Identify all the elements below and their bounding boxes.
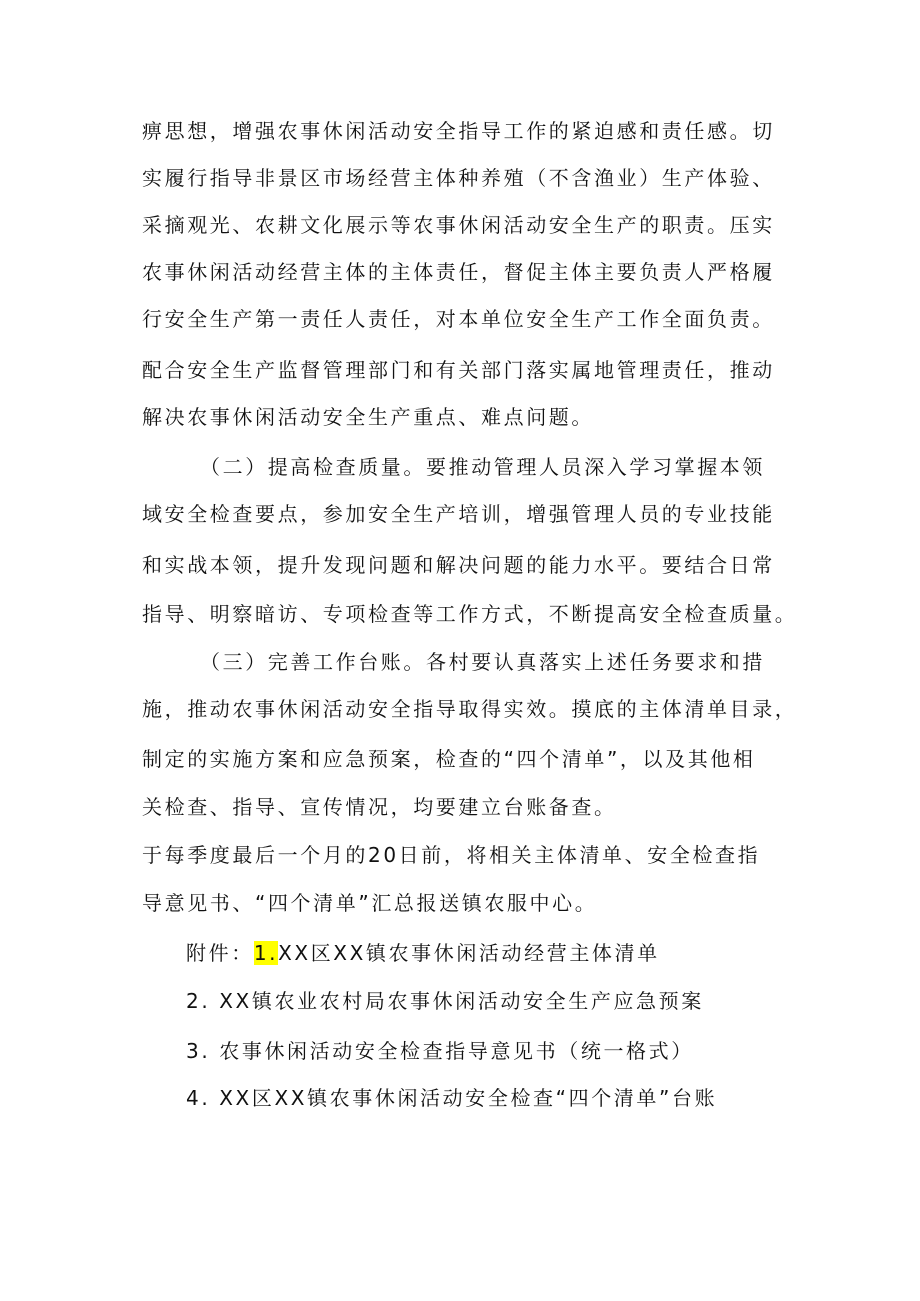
paragraph-3-line-1: （三）完善工作台账。各村要认真落实上述任务要求和措 <box>200 650 765 674</box>
paragraph-4-line-2: 导意见书、“四个清单”汇总报送镇农服中心。 <box>142 891 598 915</box>
paragraph-1-line-1: 痹思想，增强农事休闲活动安全指导工作的紧迫感和责任感。切 <box>142 119 775 143</box>
attachment-1 <box>186 938 660 968</box>
paragraph-1-line-4: 农事休闲活动经营主体的主体责任，督促主体主要负责人严格履 <box>142 260 775 284</box>
paragraph-2-line-4: 指导、明察暗访、专项检查等工作方式，不断提高安全检查质量。 <box>142 602 798 626</box>
attachment-prefix: 附件： <box>186 941 254 965</box>
paragraph-1-line-3: 采摘观光、农耕文化展示等农事休闲活动安全生产的职责。压实 <box>142 213 775 237</box>
paragraph-4-line-1: 于每季度最后一个月的20日前，将相关主体清单、安全检查指 <box>142 843 761 867</box>
paragraph-1-line-6: 配合安全生产监督管理部门和有关部门落实属地管理责任，推动 <box>142 358 775 382</box>
attachment-3: 3. 农事休闲活动安全检查指导意见书（统一格式） <box>186 1039 694 1063</box>
attachment-2: 2. XX镇农业农村局农事休闲活动安全生产应急预案 <box>186 989 704 1013</box>
paragraph-1-line-5: 行安全生产第一责任人责任，对本单位安全生产工作全面负责。 <box>142 307 775 331</box>
paragraph-2-line-1: （二）提高检查质量。要推动管理人员深入学习掌握本领 <box>200 455 765 479</box>
attachment-1-number-highlight: 1. <box>253 941 279 965</box>
attachment-1-title: XX区XX镇农事休闲活动经营主体清单 <box>278 941 660 965</box>
paragraph-3-line-4: 关检查、指导、宣传情况，均要建立台账备查。 <box>142 795 617 819</box>
paragraph-1-line-2: 实履行指导非景区市场经营主体种养殖（不含渔业）生产体验、 <box>142 166 775 190</box>
paragraph-3-line-2: 施，推动农事休闲活动安全指导取得实效。摸底的主体清单目录， <box>142 697 798 721</box>
attachment-4: 4. XX区XX镇农事休闲活动安全检查“四个清单”台账 <box>186 1086 718 1110</box>
paragraph-1-line-7: 解决农事休闲活动安全生产重点、难点问题。 <box>142 405 594 429</box>
paragraph-3-line-3: 制定的实施方案和应急预案，检查的“四个清单”，以及其他相 <box>142 747 756 771</box>
paragraph-2-line-3: 和实战本领，提升发现问题和解决问题的能力水平。要结合日常 <box>142 553 775 577</box>
paragraph-2-line-2: 域安全检查要点，参加安全生产培训，增强管理人员的专业技能 <box>142 502 775 526</box>
